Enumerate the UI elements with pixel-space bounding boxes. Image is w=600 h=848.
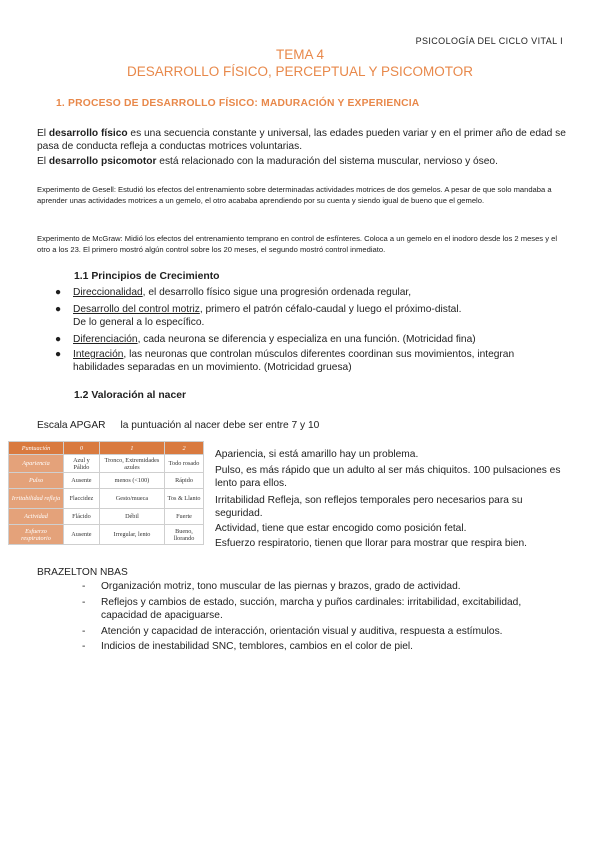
apgar-header-cell: 0 — [64, 442, 100, 455]
apgar-cell: Bueno, llorando — [165, 525, 204, 545]
apgar-row-label: Irritabilidad refleja — [9, 489, 64, 509]
apgar-row-label: Apariencia — [9, 455, 64, 473]
mcgraw-experiment: Experimento de McGraw: Midió los efectos del entrenamiento temprano en control de esfínteres. Coloca a un gemelo en el inodoro desde los 2 meses y el otro a los 23. El primero mostró algún control sobre los 20 meses, el segundo mostró control inmediato. — [37, 234, 558, 254]
apgar-row-label: Esfuerzo respiratorio — [9, 525, 64, 545]
apgar-cell: Tronco, Extremidades azules — [99, 455, 164, 473]
apgar-table — [8, 441, 204, 545]
topic-number: TEMA 4 — [275, 47, 324, 62]
apgar-row — [9, 489, 204, 509]
section-heading: 1. PROCESO DE DESARROLLO FÍSICO: MADURACIÓN Y EXPERIENCIA — [56, 98, 420, 109]
intro-paragraph-physical: El desarrollo físico es una secuencia constante y universal, las edades pueden variar y en el primer año de edad se pasa de conducta refleja a conductas motrices voluntarias. — [37, 128, 566, 153]
apgar-row — [9, 525, 204, 545]
apgar-line: Escala APGAR la puntuación al nacer debe ser entre 7 y 10 — [37, 420, 320, 431]
gesell-experiment: Experimento de Gesell: Estudió los efectos del entrenamiento sobre determinadas actividades motrices de dos gemelos. A pesar de que solo mandaba a aprender unas actividades motrices a un gemelo, el otro acababa aprendiendo por su cuenta y siendo igual de bueno que el gemelo. — [37, 185, 552, 205]
apgar-cell: Rápido — [165, 473, 204, 489]
apgar-cell: Fuerte — [165, 509, 204, 525]
apgar-cell: Gesto/mueca — [99, 489, 164, 509]
apgar-cell: Ausente — [64, 525, 100, 545]
apgar-row-label: Actividad — [9, 509, 64, 525]
apgar-header-cell: 1 — [99, 442, 164, 455]
apgar-cell: Tos & Llanto — [165, 489, 204, 509]
apgar-cell: Irregular, lento — [99, 525, 164, 545]
intro-paragraph-psychomotor: El desarrollo psicomotor está relacionado con la maduración del sistema muscular, nervioso y óseo. — [37, 156, 498, 167]
apgar-row — [9, 509, 204, 525]
apgar-explain-item: Pulso, es más rápido que un adulto al ser más chiquitos. 100 pulsaciones es lento para ellos. — [215, 465, 561, 490]
brazelton-heading: BRAZELTON NBAS — [37, 567, 128, 578]
apgar-header-cell: 2 — [165, 442, 204, 455]
apgar-row-label: Pulso — [9, 473, 64, 489]
apgar-cell: Flaccidez — [64, 489, 100, 509]
apgar-explain-item: Apariencia, si está amarillo hay un problema. — [215, 449, 419, 460]
apgar-cell: Todo rosado — [165, 455, 204, 473]
apgar-header-cell: Puntuación — [9, 442, 64, 455]
valoracion-heading: 1.2 Valoración al nacer — [74, 390, 187, 401]
apgar-cell: Flácido — [64, 509, 100, 525]
apgar-cell: menos (<100) — [99, 473, 164, 489]
apgar-explain-item: Esfuerzo respiratorio, tienen que llorar para mostrar que respira bien. — [215, 538, 528, 549]
apgar-header-row — [9, 442, 204, 455]
apgar-explain-item: Actividad, tiene que estar encogido como posición fetal. — [215, 523, 467, 534]
course-header: PSICOLOGÍA DEL CICLO VITAL I — [415, 36, 563, 46]
topic-title: DESARROLLO FÍSICO, PERCEPTUAL Y PSICOMOTOR — [126, 64, 474, 79]
apgar-cell: Débil — [99, 509, 164, 525]
apgar-cell: Ausente — [64, 473, 100, 489]
apgar-explain-item: Irritabilidad Refleja, son reflejos temporales pero necesarios para su seguridad. — [215, 495, 523, 520]
principles-heading: 1.1 Principios de Crecimiento — [74, 271, 220, 282]
apgar-row — [9, 473, 204, 489]
apgar-cell: Azul y Pálido — [64, 455, 100, 473]
apgar-row — [9, 455, 204, 473]
